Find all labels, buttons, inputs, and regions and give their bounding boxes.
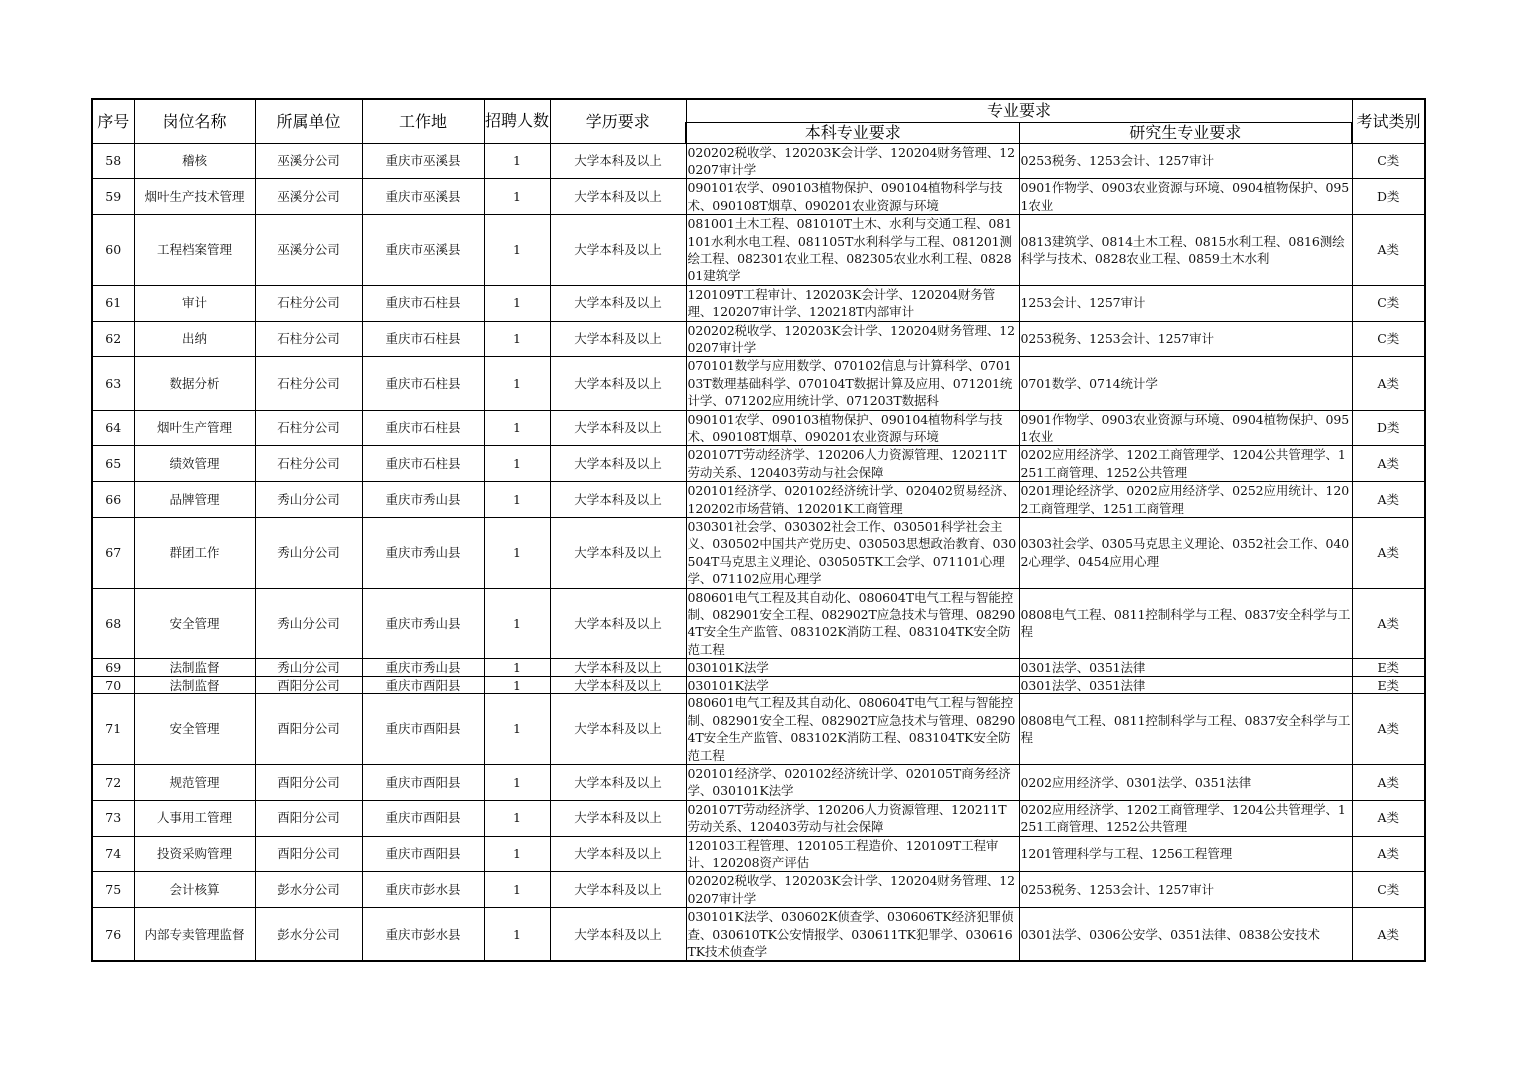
- cell-grad: 0253税务、1253会计、1257审计: [1019, 143, 1352, 179]
- cell-grad: 0901作物学、0903农业资源与环境、0904植物保护、0951农业: [1019, 179, 1352, 215]
- cell-unit: 石柱分公司: [255, 410, 362, 446]
- cell-grad: 0253税务、1253会计、1257审计: [1019, 321, 1352, 357]
- cell-seq: 74: [92, 836, 134, 872]
- cell-count: 1: [484, 764, 550, 800]
- cell-position: 投资采购管理: [134, 836, 255, 872]
- table-row: [92, 659, 1425, 677]
- header-count: 招聘人数: [484, 99, 550, 143]
- cell-count: 1: [484, 659, 550, 677]
- cell-seq: 71: [92, 694, 134, 765]
- cell-seq: 66: [92, 482, 134, 518]
- cell-education: 大学本科及以上: [550, 482, 686, 518]
- cell-education: 大学本科及以上: [550, 800, 686, 836]
- cell-position: 人事用工管理: [134, 800, 255, 836]
- cell-location: 重庆市石柱县: [362, 321, 484, 357]
- cell-undergrad: 020202税收学、120203K会计学、120204财务管理、120207审计学: [686, 872, 1019, 908]
- cell-count: 1: [484, 410, 550, 446]
- cell-position: 数据分析: [134, 357, 255, 410]
- cell-position: 法制监督: [134, 677, 255, 694]
- cell-exam: A类: [1352, 588, 1425, 659]
- cell-position: 法制监督: [134, 659, 255, 677]
- cell-grad: 0301法学、0351法律: [1019, 659, 1352, 677]
- cell-undergrad: 120109T工程审计、120203K会计学、120204财务管理、120207审计学、120218T内部审计: [686, 285, 1019, 321]
- cell-count: 1: [484, 285, 550, 321]
- cell-education: 大学本科及以上: [550, 588, 686, 659]
- cell-grad: 1253会计、1257审计: [1019, 285, 1352, 321]
- cell-unit: 巫溪分公司: [255, 179, 362, 215]
- cell-undergrad: 070101数学与应用数学、070102信息与计算科学、070103T数理基础科学、070104T数据计算及应用、071201统计学、071202应用统计学、071203T数据科: [686, 357, 1019, 410]
- header-major: 专业要求: [686, 99, 1352, 122]
- cell-location: 重庆市巫溪县: [362, 143, 484, 179]
- header-education: 学历要求: [550, 99, 686, 143]
- table-row: [92, 518, 1425, 589]
- cell-unit: 酉阳分公司: [255, 677, 362, 694]
- cell-position: 内部专卖管理监督: [134, 908, 255, 962]
- cell-count: 1: [484, 800, 550, 836]
- table-row: [92, 764, 1425, 800]
- cell-location: 重庆市秀山县: [362, 659, 484, 677]
- cell-count: 1: [484, 836, 550, 872]
- cell-seq: 68: [92, 588, 134, 659]
- cell-education: 大学本科及以上: [550, 357, 686, 410]
- cell-unit: 秀山分公司: [255, 588, 362, 659]
- cell-education: 大学本科及以上: [550, 659, 686, 677]
- cell-location: 重庆市石柱县: [362, 410, 484, 446]
- cell-education: 大学本科及以上: [550, 410, 686, 446]
- cell-count: 1: [484, 143, 550, 179]
- cell-count: 1: [484, 908, 550, 962]
- cell-exam: E类: [1352, 677, 1425, 694]
- cell-undergrad: 120103工程管理、120105工程造价、120109T工程审计、120208资产评估: [686, 836, 1019, 872]
- cell-position: 审计: [134, 285, 255, 321]
- cell-undergrad: 080601电气工程及其自动化、080604T电气工程与智能控制、082901安全工程、082902T应急技术与管理、082904T安全生产监管、083102K消防工程、083104TK安全防范工程: [686, 694, 1019, 765]
- cell-grad: 0701数学、0714统计学: [1019, 357, 1352, 410]
- cell-unit: 酉阳分公司: [255, 694, 362, 765]
- cell-grad: 0201理论经济学、0202应用经济学、0252应用统计、1202工商管理学、1251工商管理: [1019, 482, 1352, 518]
- cell-location: 重庆市石柱县: [362, 446, 484, 482]
- cell-undergrad: 020101经济学、020102经济统计学、020105T商务经济学、030101K法学: [686, 764, 1019, 800]
- cell-position: 会计核算: [134, 872, 255, 908]
- cell-position: 安全管理: [134, 694, 255, 765]
- cell-location: 重庆市石柱县: [362, 357, 484, 410]
- cell-seq: 64: [92, 410, 134, 446]
- cell-location: 重庆市酉阳县: [362, 800, 484, 836]
- header-seq: 序号: [92, 99, 134, 143]
- cell-seq: 67: [92, 518, 134, 589]
- cell-seq: 76: [92, 908, 134, 962]
- cell-position: 工程档案管理: [134, 215, 255, 286]
- cell-location: 重庆市巫溪县: [362, 215, 484, 286]
- cell-undergrad: 080601电气工程及其自动化、080604T电气工程与智能控制、082901安全工程、082902T应急技术与管理、082904T安全生产监管、083102K消防工程、083104TK安全防范工程: [686, 588, 1019, 659]
- cell-unit: 石柱分公司: [255, 321, 362, 357]
- cell-exam: D类: [1352, 410, 1425, 446]
- cell-location: 重庆市巫溪县: [362, 179, 484, 215]
- cell-undergrad: 030101K法学: [686, 677, 1019, 694]
- table-row: [92, 588, 1425, 659]
- cell-seq: 61: [92, 285, 134, 321]
- cell-unit: 石柱分公司: [255, 446, 362, 482]
- cell-grad: 0301法学、0306公安学、0351法律、0838公安技术: [1019, 908, 1352, 962]
- cell-unit: 秀山分公司: [255, 659, 362, 677]
- cell-undergrad: 020202税收学、120203K会计学、120204财务管理、120207审计学: [686, 321, 1019, 357]
- header-grad: 研究生专业要求: [1019, 122, 1352, 143]
- cell-undergrad: 090101农学、090103植物保护、090104植物科学与技术、090108T烟草、090201农业资源与环境: [686, 410, 1019, 446]
- table-row: [92, 410, 1425, 446]
- cell-undergrad: 020107T劳动经济学、120206人力资源管理、120211T劳动关系、120403劳动与社会保障: [686, 446, 1019, 482]
- cell-unit: 彭水分公司: [255, 872, 362, 908]
- cell-position: 烟叶生产技术管理: [134, 179, 255, 215]
- cell-grad: 0813建筑学、0814土木工程、0815水利工程、0816测绘科学与技术、0828农业工程、0859土木水利: [1019, 215, 1352, 286]
- recruitment-table: [91, 98, 1426, 962]
- cell-exam: C类: [1352, 321, 1425, 357]
- cell-count: 1: [484, 694, 550, 765]
- cell-location: 重庆市酉阳县: [362, 836, 484, 872]
- cell-location: 重庆市酉阳县: [362, 764, 484, 800]
- cell-education: 大学本科及以上: [550, 446, 686, 482]
- cell-seq: 60: [92, 215, 134, 286]
- table-row: [92, 908, 1425, 962]
- cell-position: 稽核: [134, 143, 255, 179]
- cell-education: 大学本科及以上: [550, 836, 686, 872]
- cell-exam: A类: [1352, 836, 1425, 872]
- cell-seq: 73: [92, 800, 134, 836]
- cell-seq: 70: [92, 677, 134, 694]
- table-row: [92, 872, 1425, 908]
- cell-undergrad: 020107T劳动经济学、120206人力资源管理、120211T劳动关系、120403劳动与社会保障: [686, 800, 1019, 836]
- header-exam: 考试类别: [1352, 99, 1425, 143]
- cell-unit: 石柱分公司: [255, 285, 362, 321]
- cell-seq: 63: [92, 357, 134, 410]
- cell-position: 品牌管理: [134, 482, 255, 518]
- cell-exam: A类: [1352, 482, 1425, 518]
- table-header: [92, 99, 1425, 143]
- table-row: [92, 215, 1425, 286]
- cell-position: 出纳: [134, 321, 255, 357]
- cell-seq: 58: [92, 143, 134, 179]
- cell-count: 1: [484, 357, 550, 410]
- cell-exam: A类: [1352, 518, 1425, 589]
- table-row: [92, 800, 1425, 836]
- cell-location: 重庆市彭水县: [362, 908, 484, 962]
- cell-unit: 酉阳分公司: [255, 764, 362, 800]
- cell-exam: A类: [1352, 908, 1425, 962]
- cell-exam: C类: [1352, 143, 1425, 179]
- cell-count: 1: [484, 215, 550, 286]
- header-undergrad: 本科专业要求: [686, 122, 1019, 143]
- cell-seq: 62: [92, 321, 134, 357]
- cell-location: 重庆市秀山县: [362, 518, 484, 589]
- cell-exam: A类: [1352, 215, 1425, 286]
- cell-undergrad: 030101K法学、030602K侦查学、030606TK经济犯罪侦查、030610TK公安情报学、030611TK犯罪学、030616TK技术侦查学: [686, 908, 1019, 962]
- cell-exam: A类: [1352, 446, 1425, 482]
- cell-count: 1: [484, 588, 550, 659]
- cell-position: 烟叶生产管理: [134, 410, 255, 446]
- cell-unit: 秀山分公司: [255, 482, 362, 518]
- table-row: [92, 357, 1425, 410]
- cell-exam: C类: [1352, 872, 1425, 908]
- cell-unit: 巫溪分公司: [255, 143, 362, 179]
- cell-count: 1: [484, 518, 550, 589]
- cell-location: 重庆市彭水县: [362, 872, 484, 908]
- cell-location: 重庆市秀山县: [362, 482, 484, 518]
- table-row: [92, 836, 1425, 872]
- cell-education: 大学本科及以上: [550, 179, 686, 215]
- cell-education: 大学本科及以上: [550, 143, 686, 179]
- cell-seq: 59: [92, 179, 134, 215]
- table-row: [92, 694, 1425, 765]
- table-body: [92, 143, 1425, 961]
- cell-seq: 72: [92, 764, 134, 800]
- cell-position: 规范管理: [134, 764, 255, 800]
- cell-undergrad: 030301社会学、030302社会工作、030501科学社会主义、030502中国共产党历史、030503思想政治教育、030504T马克思主义理论、030505TK工会学、071101心理学、071102应用心理学: [686, 518, 1019, 589]
- cell-education: 大学本科及以上: [550, 321, 686, 357]
- table-row: [92, 677, 1425, 694]
- cell-unit: 秀山分公司: [255, 518, 362, 589]
- cell-education: 大学本科及以上: [550, 518, 686, 589]
- cell-exam: A类: [1352, 694, 1425, 765]
- cell-undergrad: 020202税收学、120203K会计学、120204财务管理、120207审计学: [686, 143, 1019, 179]
- table-row: [92, 179, 1425, 215]
- cell-exam: C类: [1352, 285, 1425, 321]
- cell-education: 大学本科及以上: [550, 285, 686, 321]
- cell-exam: A类: [1352, 800, 1425, 836]
- header-position: 岗位名称: [134, 99, 255, 143]
- cell-count: 1: [484, 321, 550, 357]
- table-row: [92, 482, 1425, 518]
- table-row: [92, 321, 1425, 357]
- header-unit: 所属单位: [255, 99, 362, 143]
- cell-education: 大学本科及以上: [550, 215, 686, 286]
- cell-location: 重庆市酉阳县: [362, 677, 484, 694]
- cell-exam: A类: [1352, 764, 1425, 800]
- cell-location: 重庆市秀山县: [362, 588, 484, 659]
- cell-grad: 0202应用经济学、1202工商管理学、1204公共管理学、1251工商管理、1252公共管理: [1019, 446, 1352, 482]
- cell-unit: 彭水分公司: [255, 908, 362, 962]
- cell-undergrad: 020101经济学、020102经济统计学、020402贸易经济、120202市场营销、120201K工商管理: [686, 482, 1019, 518]
- cell-grad: 0901作物学、0903农业资源与环境、0904植物保护、0951农业: [1019, 410, 1352, 446]
- cell-grad: 0303社会学、0305马克思主义理论、0352社会工作、0402心理学、0454应用心理: [1019, 518, 1352, 589]
- cell-education: 大学本科及以上: [550, 694, 686, 765]
- cell-grad: 0202应用经济学、0301法学、0351法律: [1019, 764, 1352, 800]
- cell-education: 大学本科及以上: [550, 908, 686, 962]
- cell-undergrad: 030101K法学: [686, 659, 1019, 677]
- cell-grad: 0253税务、1253会计、1257审计: [1019, 872, 1352, 908]
- cell-unit: 酉阳分公司: [255, 836, 362, 872]
- cell-location: 重庆市酉阳县: [362, 694, 484, 765]
- table-row: [92, 143, 1425, 179]
- cell-unit: 酉阳分公司: [255, 800, 362, 836]
- cell-undergrad: 090101农学、090103植物保护、090104植物科学与技术、090108T烟草、090201农业资源与环境: [686, 179, 1019, 215]
- cell-exam: A类: [1352, 357, 1425, 410]
- cell-grad: 0808电气工程、0811控制科学与工程、0837安全科学与工程: [1019, 694, 1352, 765]
- cell-position: 群团工作: [134, 518, 255, 589]
- cell-grad: 0301法学、0351法律: [1019, 677, 1352, 694]
- cell-education: 大学本科及以上: [550, 872, 686, 908]
- cell-education: 大学本科及以上: [550, 764, 686, 800]
- cell-count: 1: [484, 179, 550, 215]
- cell-grad: 0808电气工程、0811控制科学与工程、0837安全科学与工程: [1019, 588, 1352, 659]
- cell-count: 1: [484, 677, 550, 694]
- cell-position: 安全管理: [134, 588, 255, 659]
- cell-seq: 75: [92, 872, 134, 908]
- cell-seq: 69: [92, 659, 134, 677]
- cell-exam: E类: [1352, 659, 1425, 677]
- cell-count: 1: [484, 482, 550, 518]
- cell-grad: 1201管理科学与工程、1256工程管理: [1019, 836, 1352, 872]
- cell-unit: 石柱分公司: [255, 357, 362, 410]
- cell-grad: 0202应用经济学、1202工商管理学、1204公共管理学、1251工商管理、1252公共管理: [1019, 800, 1352, 836]
- table-row: [92, 285, 1425, 321]
- cell-location: 重庆市石柱县: [362, 285, 484, 321]
- cell-position: 绩效管理: [134, 446, 255, 482]
- cell-undergrad: 081001土木工程、081010T土木、水利与交通工程、081101水利水电工程、081105T水利科学与工程、081201测绘工程、082301农业工程、082305农业水利工程、082801建筑学: [686, 215, 1019, 286]
- cell-education: 大学本科及以上: [550, 677, 686, 694]
- cell-unit: 巫溪分公司: [255, 215, 362, 286]
- header-location: 工作地: [362, 99, 484, 143]
- table-row: [92, 446, 1425, 482]
- cell-count: 1: [484, 872, 550, 908]
- cell-exam: D类: [1352, 179, 1425, 215]
- cell-seq: 65: [92, 446, 134, 482]
- cell-count: 1: [484, 446, 550, 482]
